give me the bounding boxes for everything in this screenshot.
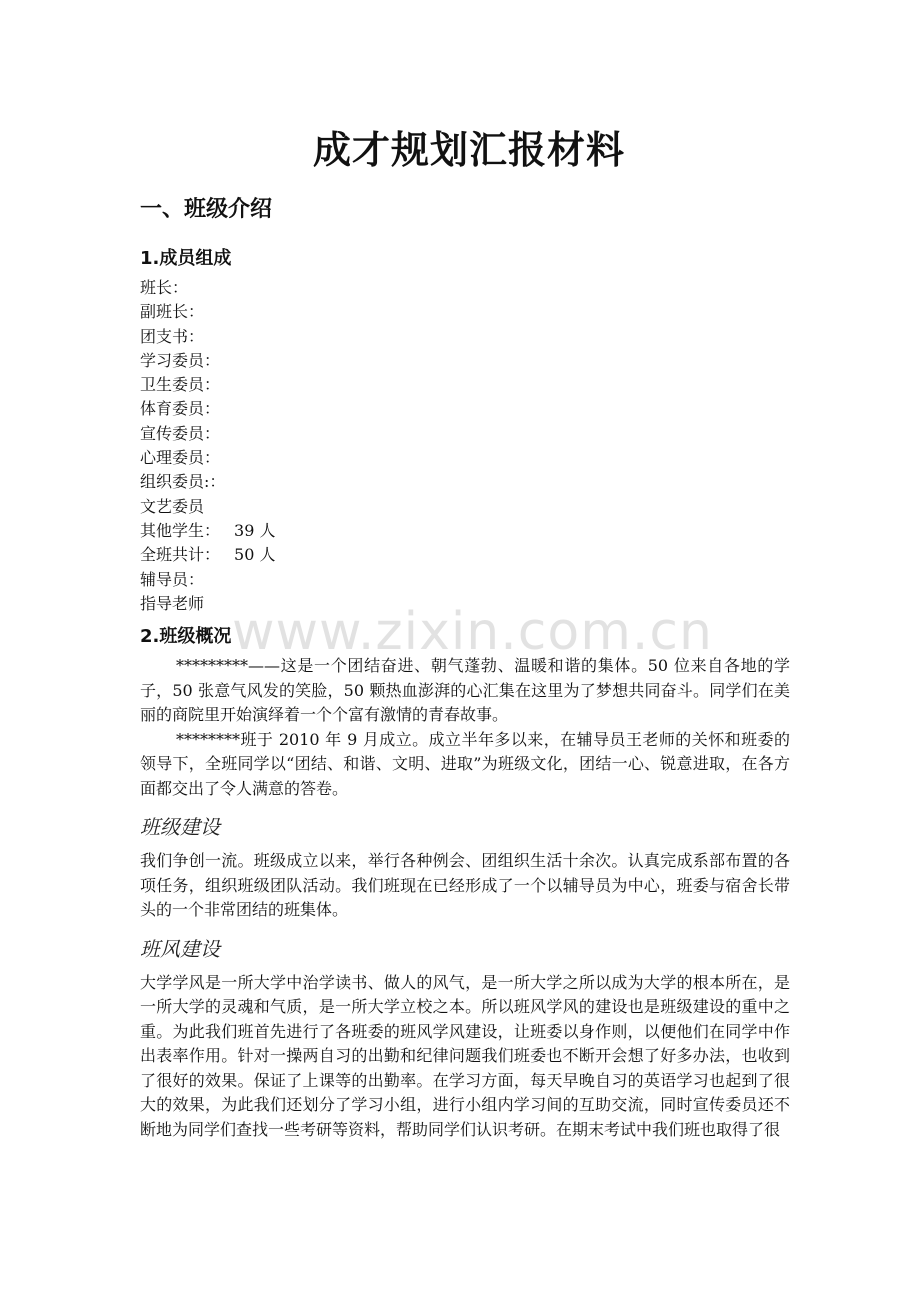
roster-label: 团支书： [140, 326, 205, 346]
roster-value: 50 人 [234, 545, 276, 565]
class-building-heading: 班级建设 [140, 815, 220, 840]
roster-item [140, 446, 790, 470]
roster-item [140, 397, 790, 421]
roster-item [140, 325, 790, 349]
watermark: www.zixin.com.cn [232, 602, 713, 662]
overview-paragraph: ********班于 2010 年 9 月成立。成立半年多以来，在辅导员王老师的关怀和班委的领导下，全班同学以“团结、和谐、文明、进取”为班级文化，团结一心、锐意进取，在各方面都交出了令人满意的答卷。 [140, 729, 790, 798]
roster-item [140, 495, 790, 519]
roster-item [140, 276, 790, 300]
overview-heading: 2.班级概况 [140, 626, 232, 648]
roster-label: 心理委员： [140, 448, 221, 468]
roster-label: 体育委员： [140, 399, 221, 419]
roster-item [140, 519, 790, 543]
members-heading: 1.成员组成 [140, 248, 232, 269]
roster-label: 其他学生： [140, 520, 221, 540]
roster-item [140, 543, 790, 567]
roster-value: 39 人 [234, 520, 276, 540]
class-style-paragraph: 大学学风是一所大学中治学读书、做人的风气，是一所大学之所以成为大学的根本所在，是一所大学的灵魂和气质，是一所大学立校之本。所以班风学风的建设也是班级建设的重中之重。为此我们班首先进行了各班委的班风学风建设，让班委以身作则，以便他们在同学中作出表率作用。针对一操两自习的出勤和纪律问题我们班委也不断开会想了好多办法，也收到了很好的效果。保证了上课等的出勤率。在学习方面，每天早晚自习的英语学习也起到了很大的效果，为此我们还划分了学习小组，进行小组内学习间的互助交流，同时宣传委员还不断地为同学们查找一些考研等资料，帮助同学们认识考研。在期末考试中我们班也取得了很 [140, 972, 790, 1139]
roster-item [140, 349, 790, 373]
roster-label: 班长： [140, 278, 189, 297]
roster-item [140, 568, 790, 592]
document-body [140, 120, 790, 1142]
roster-label: 组织委员:： [140, 472, 226, 492]
roster-label: 卫生委员： [140, 375, 221, 395]
overview-paragraph: *********——这是一个团结奋进、朝气蓬勃、温暖和谐的集体。50 位来自各地的学子，50 张意气风发的笑脸，50 颗热血澎湃的心汇集在这里为了梦想共同奋斗。同学们在美丽的商院里开始演绎着一个个富有激情的青春故事。 [140, 656, 790, 725]
class-building-paragraph: 我们争创一流。班级成立以来，举行各种例会、团组织生活十余次。认真完成系部布置的各项任务，组织班级团队活动。我们班现在已经形成了一个以辅导员为中心，班委与宿舍长带头的一个非常团结的班集体。 [140, 851, 790, 920]
roster-item [140, 422, 790, 446]
roster-label: 指导老师 [140, 593, 205, 613]
roster-label: 宣传委员： [140, 423, 221, 443]
roster-item [140, 373, 790, 397]
roster-item [140, 470, 790, 494]
document-title: 成才规划汇报材料 [312, 128, 625, 172]
section-heading-class-intro: 一、班级介绍 [140, 197, 273, 222]
roster-label: 学习委员： [140, 350, 221, 370]
class-style-heading: 班风建设 [140, 936, 220, 961]
member-roster [140, 276, 790, 616]
roster-label: 副班长： [140, 302, 205, 322]
roster-label: 文艺委员 [140, 496, 205, 516]
roster-item [140, 300, 790, 324]
roster-label: 辅导员： [140, 569, 205, 589]
roster-label: 全班共计： [140, 545, 221, 565]
roster-item [140, 592, 790, 616]
